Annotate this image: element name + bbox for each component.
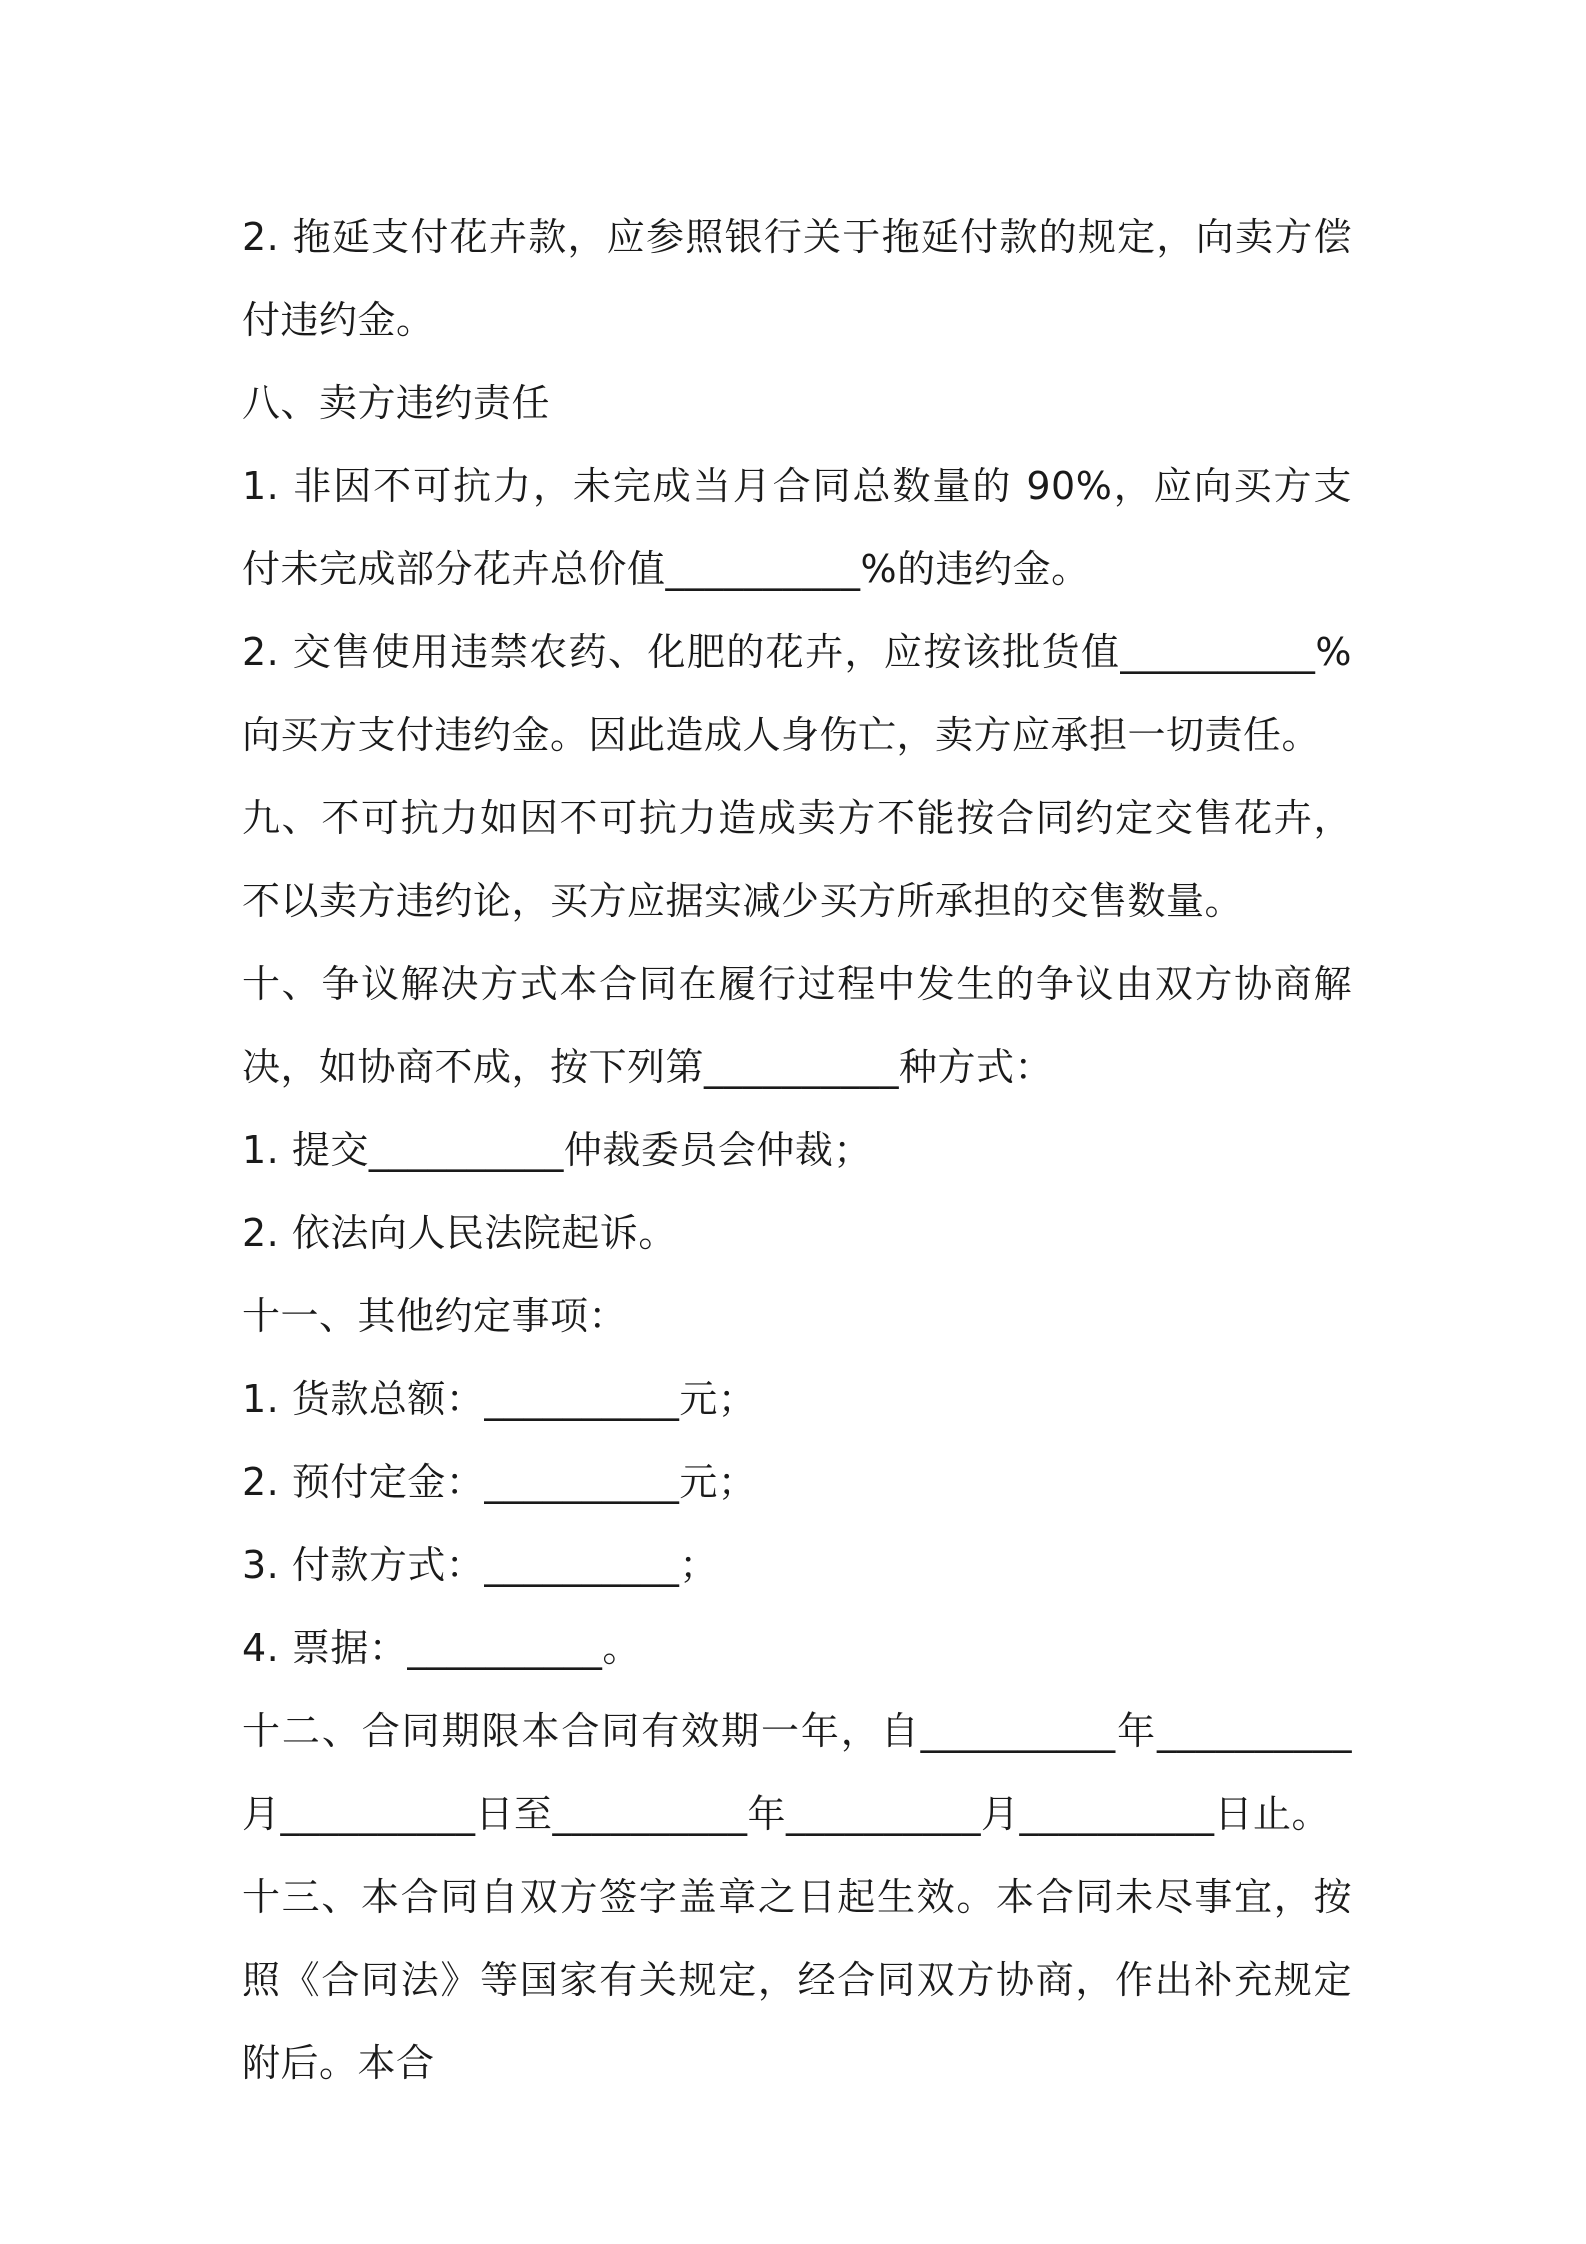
clause-seller-banned-pesticide: 2. 交售使用违禁农药、化肥的花卉，应按该批货值__________%向买方支付违约金。因此造成人身伤亡，卖方应承担一切责任。 (242, 630, 1352, 757)
document-body (242, 196, 1352, 2105)
section-dispute-resolution: 十、争议解决方式本合同在履行过程中发生的争议由双方协商解决，如协商不成，按下列第__________种方式： (242, 962, 1352, 1089)
clause-invoice: 4. 票据：__________。 (242, 1626, 641, 1670)
clause-arbitration: 1. 提交__________仲裁委员会仲裁； (242, 1128, 872, 1172)
section-effectiveness: 十三、本合同自双方签字盖章之日起生效。本合同未尽事宜，按照《合同法》等国家有关规定，经合同双方协商，作出补充规定附后。本合 (242, 1875, 1352, 2085)
clause-deposit: 2. 预付定金：__________元； (242, 1460, 757, 1504)
clause-payment-method: 3. 付款方式：__________； (242, 1543, 718, 1587)
clause-litigation: 2. 依法向人民法院起诉。 (242, 1211, 677, 1255)
clause-seller-shortfall: 1. 非因不可抗力，未完成当月合同总数量的 90%，应向买方支付未完成部分花卉总价值__________%的违约金。 (242, 464, 1352, 591)
section-contract-term: 十二、合同期限本合同有效期一年，自__________年__________月__________日至__________年__________月__________日止。 (242, 1709, 1352, 1836)
section-other-matters: 十一、其他约定事项： (242, 1294, 628, 1338)
section-force-majeure: 九、不可抗力如因不可抗力造成卖方不能按合同约定交售花卉，不以卖方违约论，买方应据实减少买方所承担的交售数量。 (242, 796, 1352, 923)
clause-total-payment: 1. 货款总额：__________元； (242, 1377, 757, 1421)
section-heading-seller-liability: 八、卖方违约责任 (242, 381, 551, 425)
clause-buyer-delay-payment: 2. 拖延支付花卉款，应参照银行关于拖延付款的规定，向卖方偿付违约金。 (242, 215, 1352, 342)
